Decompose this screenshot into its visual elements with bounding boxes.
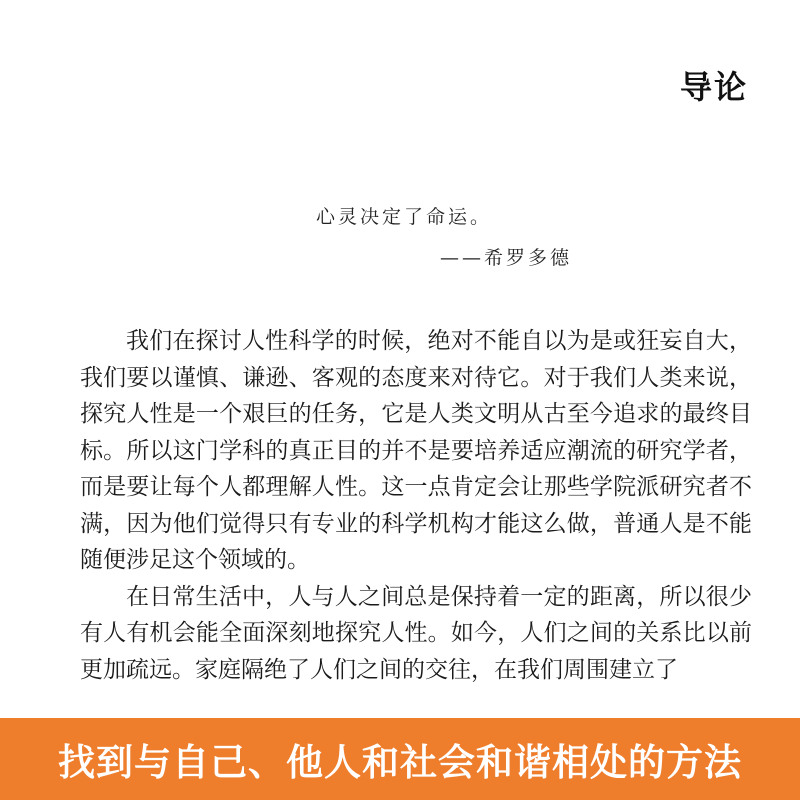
paragraph: 在日常生活中，人与人之间总是保持着一定的距离，所以很少有人有机会能全面深刻地探究人性。如今，人们之间的关系比以前更加疏远。家庭隔绝了人们之间的交往，在我们周围建立了 bbox=[80, 583, 752, 683]
epigraph-quote: 心灵决定了命运。 bbox=[316, 206, 493, 228]
paragraph: 我们在探讨人性科学的时候，绝对不能自以为是或狂妄自大，我们要以谨慎、谦逊、客观的态度来对待它。对于我们人类来说，探究人性是一个艰巨的任务，它是人类文明从古至今追求的最终目标。所以这门学科的真正目的并不是要培养适应潮流的研究学者，而是要让每个人都理解人性。这一点肯定会让那些学院派研究者不满，因为他们觉得只有专业的科学机构才能这么做，普通人是不能随便涉足这个领域的。 bbox=[80, 328, 752, 573]
epigraph-attribution: ——希罗多德 bbox=[440, 247, 573, 269]
body-text bbox=[80, 323, 752, 688]
promo-banner bbox=[0, 718, 800, 800]
chapter-title: 导论 bbox=[679, 68, 748, 106]
banner-text: 找到与自己、他人和社会和谐相处的方法 bbox=[58, 741, 742, 784]
